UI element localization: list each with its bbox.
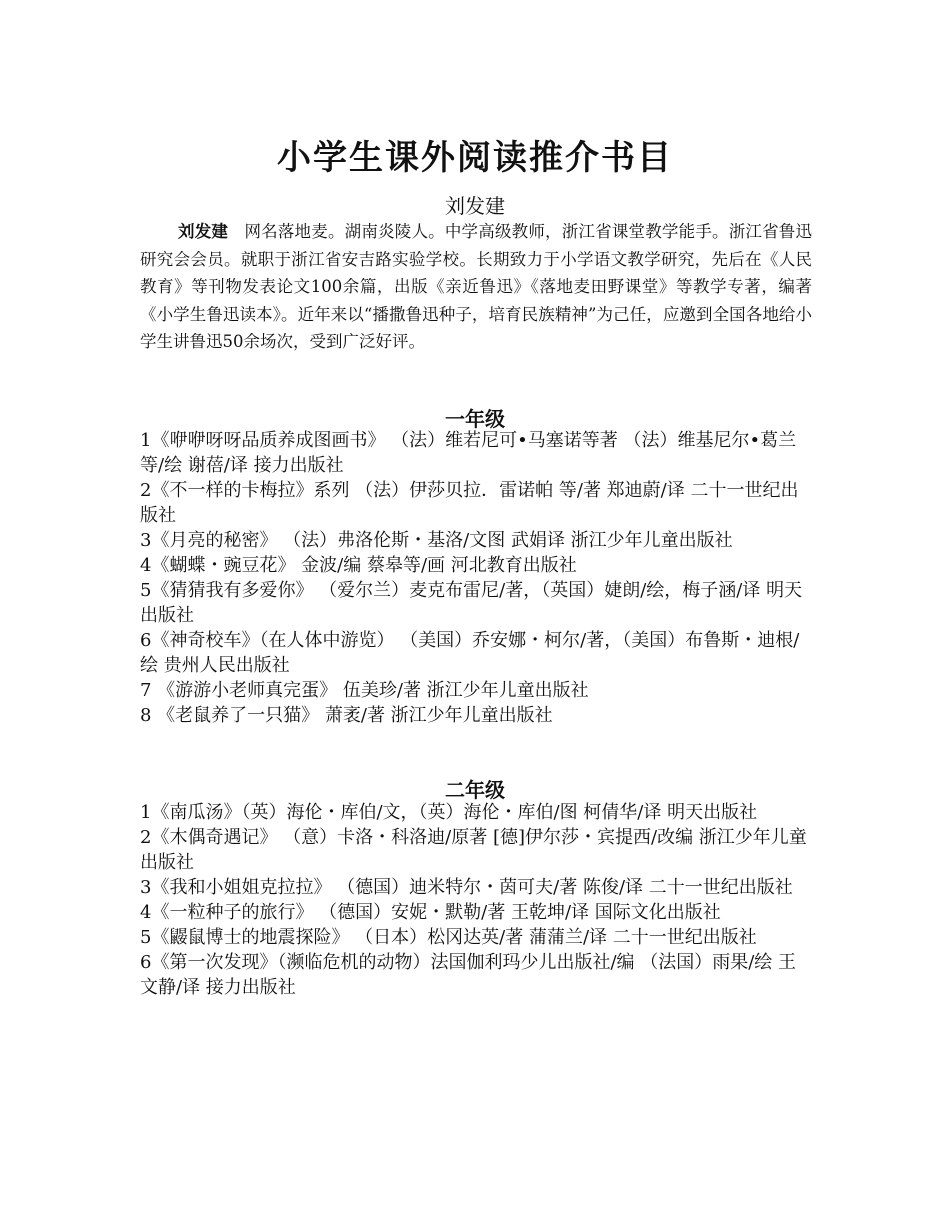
list-item: 4《蝴蝶・豌豆花》 金波/编 蔡皋等/画 河北教育出版社 (140, 555, 577, 576)
page-title: 小学生课外阅读推介书目 (277, 138, 673, 178)
list-item: 2《木偶奇遇记》 （意）卡洛・科洛迪/原著 [德]伊尔莎・宾提西/改编 浙江少年儿童出版社 (140, 827, 807, 873)
list-item: 3《我和小姐姐克拉拉》 （德国）迪米特尔・茵可夫/著 陈俊/译 二十一世纪出版社 (140, 877, 793, 898)
list-item: 3《月亮的秘密》 （法）弗洛伦斯・基洛/文图 武娟译 浙江少年儿童出版社 (140, 530, 733, 551)
list-item: 4《一粒种子的旅行》 （德国）安妮・默勒/著 王乾坤/译 国际文化出版社 (140, 902, 721, 923)
author-bio (140, 218, 812, 356)
bio-text: 网名落地麦。湖南炎陵人。中学高级教师，浙江省课堂教学能手。浙江省鲁迅研究会会员。就职于浙江省安吉路实验学校。长期致力于小学语文教学研究，先后在《人民教育》等刊物发表论文100余篇，出版《亲近鲁迅》《落地麦田野课堂》等教学专著，编著《小学生鲁迅读本》。近年来以“播撒鲁迅种子，培育民族精神”为己任，应邀到全国各地给小学生讲鲁迅50余场次，受到广泛好评。 (140, 222, 813, 351)
grade-1-heading: 一年级 (445, 407, 505, 431)
list-item: 1《咿咿呀呀品质养成图画书》 （法）维若尼可•马塞诺等著 （法）维基尼尔•葛兰等/绘 谢蓓/译 接力出版社 (140, 430, 797, 476)
list-item: 8 《老鼠养了一只猫》 萧袤/著 浙江少年儿童出版社 (140, 705, 553, 726)
grade-2-list (140, 800, 812, 1000)
list-item: 7 《游游小老师真完蛋》 伍美珍/著 浙江少年儿童出版社 (140, 680, 589, 701)
grade-2-heading: 二年级 (445, 778, 505, 802)
bio-name: 刘发建 (178, 222, 229, 241)
author-name: 刘发建 (445, 194, 505, 218)
grade-1-list (140, 428, 812, 728)
list-item: 6《神奇校车》（在人体中游览） （美国）乔安娜・柯尔/著，（美国）布鲁斯・迪根/绘 贵州人民出版社 (140, 630, 800, 676)
list-item: 5《鼹鼠博士的地震探险》 （日本）松冈达英/著 蒲蒲兰/译 二十一世纪出版社 (140, 927, 757, 948)
list-item: 1《南瓜汤》（英）海伦・库伯/文，（英）海伦・库伯/图 柯倩华/译 明天出版社 (140, 802, 758, 823)
list-item: 5《猜猜我有多爱你》 （爱尔兰）麦克布雷尼/著，（英国）婕朗/绘，梅子涵/译 明天出版社 (140, 580, 803, 626)
list-item: 2《不一样的卡梅拉》系列 （法）伊莎贝拉．雷诺帕 等/著 郑迪蔚/译 二十一世纪出版社 (140, 480, 799, 526)
list-item: 6《第一次发现》（濒临危机的动物）法国伽利玛少儿出版社/编 （法国）雨果/绘 王文静/译 接力出版社 (140, 952, 797, 998)
